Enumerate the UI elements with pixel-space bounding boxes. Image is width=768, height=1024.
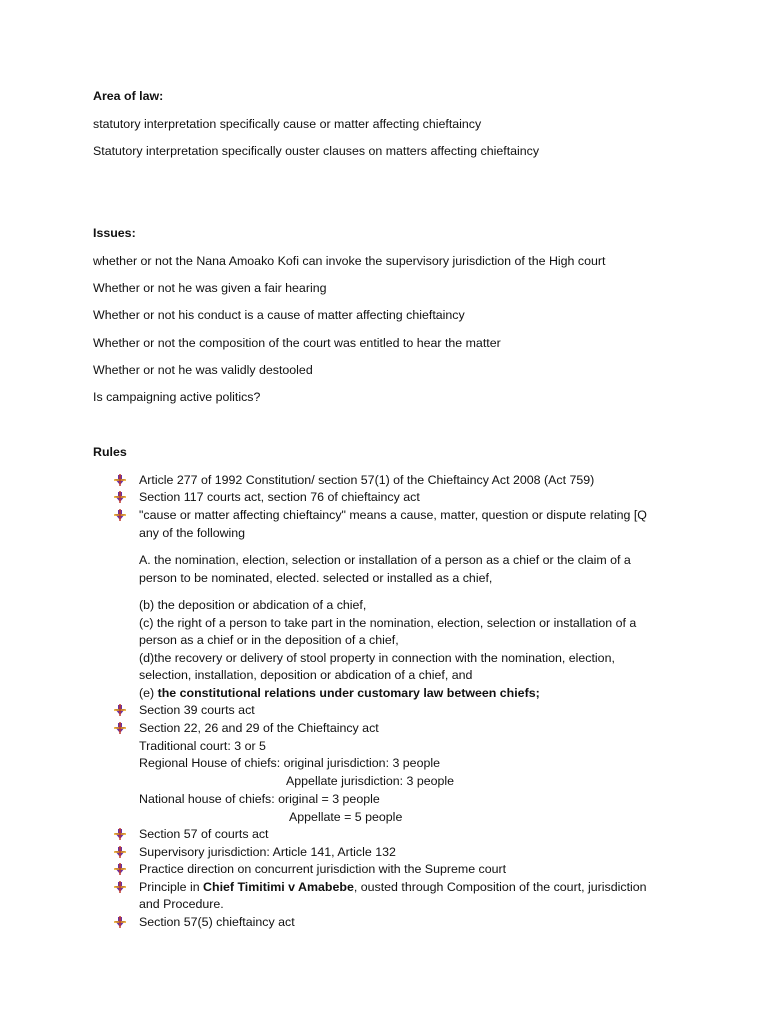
rule-item-3-line-2: any of the following — [139, 526, 246, 540]
issue-line-1: whether or not the Nana Amoako Kofi can invoke the supervisory jurisdiction of the High court — [93, 254, 606, 268]
rule-item-3e-bold: the constitutional relations under customary law between chiefs; — [157, 686, 540, 700]
case-name: Chief Timitimi v Amabebe — [203, 880, 354, 894]
bullet-arrow-icon — [114, 474, 126, 486]
rule-item-5: Section 22, 26 and 29 of the Chieftaincy act — [139, 721, 379, 735]
bullet-arrow-icon — [114, 828, 126, 840]
bullet-arrow-icon — [114, 722, 126, 734]
rule-item-2: Section 117 courts act, section 76 of chieftaincy act — [139, 490, 420, 504]
rule-item-9-line-1 — [139, 879, 647, 895]
area-of-law-heading: Area of law: — [93, 89, 164, 103]
rule-item-3-line-1: "cause or matter affecting chieftaincy" means a cause, matter, question or dispute relating [Q — [139, 508, 647, 522]
rule-item-3a-line-1: A. the nomination, election, selection or installation of a person as a chief or the claim of a — [139, 553, 631, 567]
issues-heading: Issues: — [93, 226, 136, 240]
rule-item-9-suffix: , ousted through Composition of the court, jurisdiction — [353, 880, 647, 894]
bullet-arrow-icon — [114, 863, 126, 875]
rule-item-3b: (b) the deposition or abdication of a chief, — [139, 598, 367, 612]
bullet-arrow-icon — [114, 846, 126, 858]
bullet-arrow-icon — [114, 491, 126, 503]
rule-item-9-line-2: and Procedure. — [139, 897, 224, 911]
issue-line-5: Whether or not he was validly destooled — [93, 363, 313, 377]
issue-line-3: Whether or not his conduct is a cause of matter affecting chieftaincy — [93, 308, 465, 322]
rule-item-4: Section 39 courts act — [139, 703, 255, 717]
rule-item-3d-line-2: selection, installation, deposition or abdication of a chief, and — [139, 668, 473, 682]
bullet-arrow-icon — [114, 916, 126, 928]
rule-item-3c-line-1: (c) the right of a person to take part in the nomination, election, selection or installation of a — [139, 616, 637, 630]
area-of-law-line-1: statutory interpretation specifically cause or matter affecting chieftaincy — [93, 117, 482, 131]
rule-item-5-traditional: Traditional court: 3 or 5 — [139, 739, 266, 753]
rule-item-3e-prefix: (e) — [139, 686, 158, 700]
rule-item-5-regional-appellate: Appellate jurisdiction: 3 people — [286, 774, 455, 788]
issue-line-6: Is campaigning active politics? — [93, 390, 261, 404]
rule-item-8: Practice direction on concurrent jurisdiction with the Supreme court — [139, 862, 507, 876]
issue-line-4: Whether or not the composition of the court was entitled to hear the matter — [93, 336, 501, 350]
issue-line-2: Whether or not he was given a fair hearing — [93, 281, 327, 295]
rule-item-1: Article 277 of 1992 Constitution/ section 57(1) of the Chieftaincy Act 2008 (Act 759) — [139, 473, 595, 487]
rule-item-3a-line-2: person to be nominated, elected. selected or installed as a chief, — [139, 571, 493, 585]
rule-item-7: Supervisory jurisdiction: Article 141, Article 132 — [139, 845, 396, 859]
rule-item-3e — [139, 685, 540, 701]
bullet-arrow-icon — [114, 509, 126, 521]
rule-item-6: Section 57 of courts act — [139, 827, 269, 841]
rules-heading: Rules — [93, 445, 127, 459]
rule-item-3c-line-2: person as a chief or in the deposition of a chief, — [139, 633, 399, 647]
rule-item-3d-line-1: (d)the recovery or delivery of stool property in connection with the nomination, election, — [139, 651, 615, 665]
bullet-arrow-icon — [114, 881, 126, 893]
bullet-arrow-icon — [114, 704, 126, 716]
rule-item-10: Section 57(5) chieftaincy act — [139, 915, 295, 929]
rule-item-5-regional: Regional House of chiefs: original jurisdiction: 3 people — [139, 756, 440, 770]
rule-item-5-national-appellate: Appellate = 5 people — [289, 810, 403, 824]
rule-item-5-national: National house of chiefs: original = 3 people — [139, 792, 380, 806]
area-of-law-line-2: Statutory interpretation specifically ouster clauses on matters affecting chieftaincy — [93, 144, 540, 158]
rule-item-9-prefix: Principle in — [139, 880, 204, 894]
